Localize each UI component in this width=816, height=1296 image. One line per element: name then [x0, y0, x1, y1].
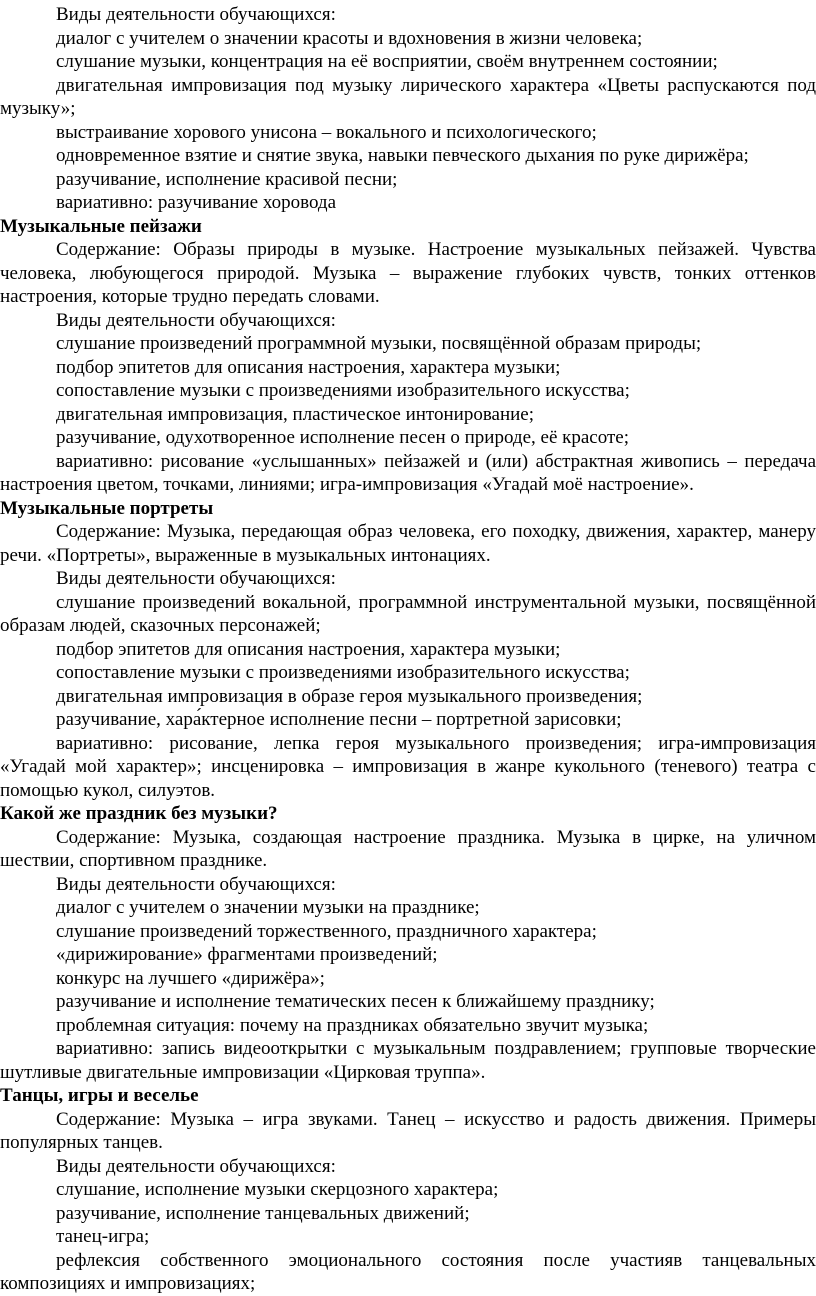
activity-item: диалог с учителем о значении красоты и вдохновения в жизни человека; — [56, 27, 643, 49]
activity-item: слушание музыки, концентрация на её восприятии, своём внутреннем состоянии; — [56, 51, 718, 72]
section-heading: Танцы, игры и веселье — [0, 1085, 199, 1106]
activity-item: проблемная ситуация: почему на праздниках обязательно звучит музыка; — [56, 1014, 649, 1036]
activity-item: выстраивание хорового унисона – вокального и психологического; — [56, 121, 597, 143]
activity-item: танец-игра; — [56, 1226, 150, 1247]
activity-item: разучивание, исполнение красивой песни; — [56, 168, 398, 190]
activity-item: диалог с учителем о значении музыки на празднике; — [56, 897, 480, 918]
activity-item: двигательная импровизация в образе героя музыкального произведения; — [56, 685, 643, 707]
activities-label: Виды деятельности обучающихся: — [56, 4, 336, 25]
activity-item: конкурс на лучшего «дирижёра»; — [56, 967, 325, 989]
activity-item: вариативно: рисование, лепка героя музыкального произведения; игра-импровизация «Угадай мой характер»; инсценировка – импровизация в жанре кукольного (теневого) театра с помощью кукол, силуэтов. — [0, 732, 816, 801]
activity-item: разучивание, хара́ктерное исполнение песни – портретной зарисовки; — [56, 709, 622, 730]
activity-item: вариативно: запись видеооткрытки с музыкальным поздравлением; групповые творческие шутливые двигательные импровизации «Цирковая труппа». — [0, 1038, 816, 1083]
section-heading: Какой же праздник без музыки? — [0, 803, 278, 824]
activity-item: разучивание и исполнение тематических песен к ближайшему празднику; — [56, 991, 655, 1012]
activity-item: разучивание, одухотворенное исполнение песен о природе, её красоте; — [56, 427, 629, 448]
section-content: Содержание: Музыка, создающая настроение праздника. Музыка в цирке, на уличном шествии, спортивном празднике. — [0, 826, 816, 871]
activities-label: Виды деятельности обучающихся: — [56, 873, 336, 895]
activity-item: слушание произведений программной музыки, посвящённой образам природы; — [56, 333, 702, 354]
activity-item: слушание произведений вокальной, программной инструментальной музыки, посвящённой образам людей, сказочных персонажей; — [0, 591, 816, 636]
section-content: Содержание: Музыка, передающая образ человека, его походку, движения, характер, манеру речи. «Портреты», выраженные в музыкальных интонациях. — [0, 521, 816, 566]
section-content: Содержание: Образы природы в музыке. Настроение музыкальных пейзажей. Чувства человека, любующегося природой. Музыка – выражение глубоких чувств, тонких оттенков настроения, которые трудно передать словами. — [0, 239, 816, 307]
activity-item: двигательная импровизация, пластическое интонирование; — [56, 403, 535, 425]
activities-label: Виды деятельности обучающихся: — [56, 309, 336, 331]
activity-item: вариативно: разучивание хоровода — [56, 192, 337, 213]
activity-item: рефлексия собственного эмоционального состояния после участияв танцевальных композициях и импровизациях; — [0, 1249, 816, 1294]
activity-item: двигательная импровизация под музыку лирического характера «Цветы распускаются под музыку»; — [0, 74, 816, 119]
activity-item: «дирижирование» фрагментами произведений; — [56, 944, 438, 965]
activity-item: сопоставление музыки с произведениями изобразительного искусства; — [56, 662, 630, 683]
activity-item: сопоставление музыки с произведениями изобразительного искусства; — [56, 380, 630, 401]
activity-item: слушание произведений торжественного, праздничного характера; — [56, 920, 597, 942]
section-heading: Музыкальные портреты — [0, 497, 214, 519]
activity-item: слушание, исполнение музыки скерцозного характера; — [56, 1179, 499, 1200]
section-heading: Музыкальные пейзажи — [0, 215, 202, 237]
activity-item: вариативно: рисование «услышанных» пейзажей и (или) абстрактная живопись – передача настроения цветом, точками, линиями; игра-импровизация «Угадай моё настроение». — [0, 450, 816, 495]
activity-item: разучивание, исполнение танцевальных движений; — [56, 1202, 470, 1224]
activity-item: подбор эпитетов для описания настроения, характера музыки; — [56, 356, 561, 378]
activity-item: одновременное взятие и снятие звука, навыки певческого дыхания по руке дирижёра; — [56, 145, 749, 166]
section-content: Содержание: Музыка – игра звуками. Танец – искусство и радость движения. Примеры популярных танцев. — [0, 1108, 816, 1153]
activities-label: Виды деятельности обучающихся: — [56, 1155, 336, 1177]
activity-item: подбор эпитетов для описания настроения, характера музыки; — [56, 638, 561, 660]
activities-label: Виды деятельности обучающихся: — [56, 568, 336, 589]
